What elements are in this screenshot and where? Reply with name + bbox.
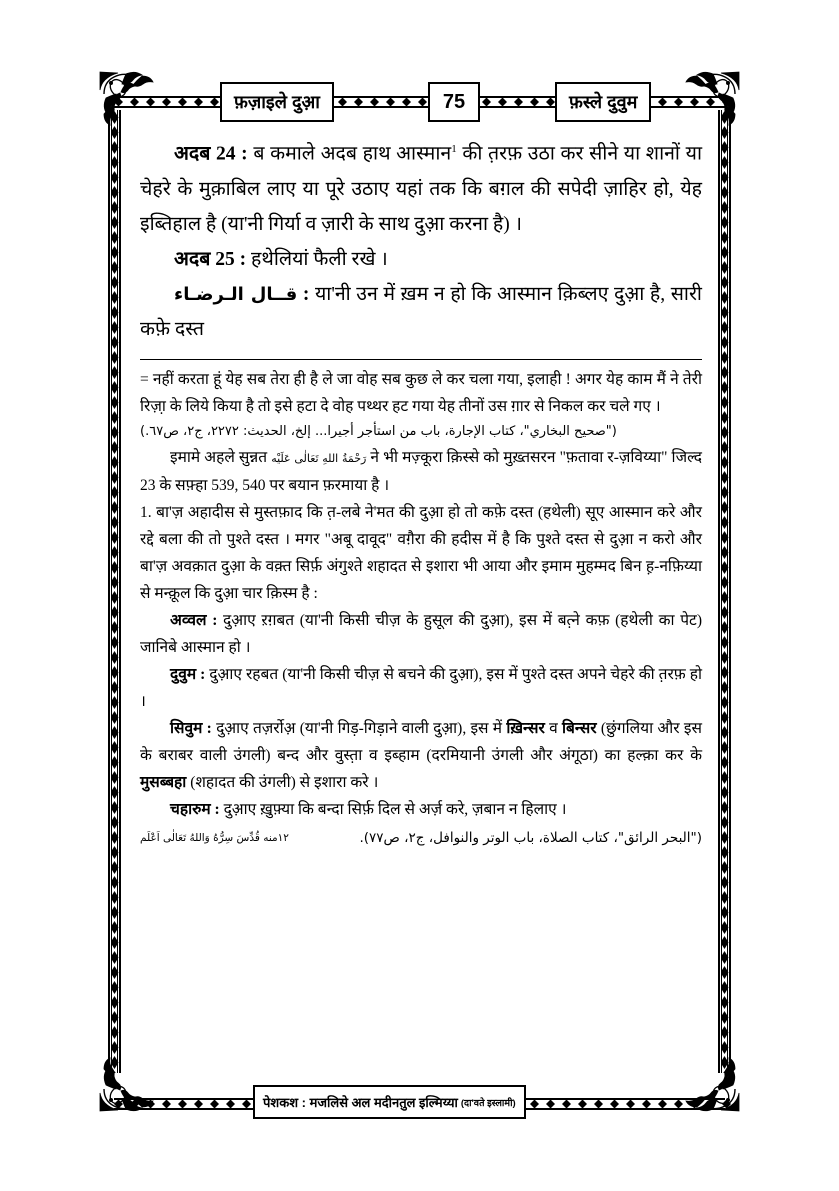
border-bead	[111, 951, 119, 964]
rule-dot	[498, 98, 507, 107]
border-bead	[111, 471, 119, 484]
rule-dot	[658, 98, 667, 107]
border-bead	[721, 651, 729, 664]
side-note-arabic: ١٢منه قُدِّسَ سِرُّهُ وَاللهُ تَعَالٰى اَعْلَم	[140, 831, 289, 844]
rule-dot	[194, 1100, 203, 1109]
border-bead	[111, 771, 119, 784]
border-bead	[721, 996, 729, 1009]
rule-dot	[178, 1100, 187, 1109]
kind-siwum-bold-binsar: बिन्सर	[561, 719, 597, 737]
rule-dot	[194, 98, 203, 107]
kind-siwum-bold-musabbiha: मुसब्बहा	[140, 773, 187, 791]
border-bead	[721, 576, 729, 589]
rule-dot	[210, 1100, 219, 1109]
border-bead	[111, 246, 119, 259]
rule-dot	[178, 98, 187, 107]
final-citation-row	[140, 825, 702, 852]
border-bead	[721, 966, 729, 979]
border-bead	[721, 156, 729, 169]
border-bead	[111, 306, 119, 319]
footnote-note-1: 1. बा'ज़ अहादीस से मुस्तफ़ाद कि त़-लबे ने'मत की दुआ़ हो तो कफ़े दस्त (हथेली) सूए आस्मान करे और रद्दे बला की तो पुश्ते दस्त । मगर "अबू दावूद" वग़ैरा की हदीस में है कि पुश्ते दस्त से दुआ़ न करो और बा'ज़ अवक़ात दुआ़ के वक़्त सिर्फ़ अंगुश्ते शहादत से इशारा भी आया और इमाम मुहम्मद बिन ह़-नफ़िय्या से मन्क़ूल कि दुआ़ चार क़िस्म है :	[140, 503, 702, 602]
border-bead	[111, 861, 119, 874]
kind-siwum-text-d: (शहादत की उंगली) से इशारा करे ।	[186, 773, 379, 791]
border-bead	[721, 786, 729, 799]
border-bead	[111, 321, 119, 334]
border-bead	[721, 231, 729, 244]
kind-siwum-name: सिवुम	[170, 719, 203, 737]
left-border-rail	[108, 110, 121, 1073]
rule-dot	[114, 1100, 123, 1109]
border-bead	[721, 1011, 729, 1024]
rule-dot	[722, 98, 731, 107]
border-bead	[111, 831, 119, 844]
border-bead	[111, 336, 119, 349]
left-bead-chain	[110, 110, 120, 1073]
adab-24-colon: :	[235, 143, 254, 165]
border-bead	[721, 981, 729, 994]
border-bead	[111, 726, 119, 739]
rule-dot	[706, 98, 715, 107]
qaal-colon: :	[297, 283, 315, 305]
rule-dot	[642, 1100, 651, 1109]
rule-dot	[674, 1100, 683, 1109]
border-bead	[111, 921, 119, 934]
border-bead	[111, 366, 119, 379]
border-bead	[111, 561, 119, 574]
qaal-arabic-phrase: قــال الـرضـاء	[174, 283, 298, 305]
rule-dot	[530, 98, 539, 107]
border-bead	[721, 501, 729, 514]
adab-24-text-a: ब कमाले अदब हाथ आस्मान	[253, 143, 452, 165]
border-bead	[721, 321, 729, 334]
kind-duwum-text: दुआ़ए रहबत (या'नी किसी चीज़ से बचने की दुआ़), इस में पुश्ते दस्त अपने चेहरे की त़रफ़ हो ।	[140, 665, 702, 710]
border-bead	[721, 456, 729, 469]
border-bead	[111, 486, 119, 499]
rule-dot	[546, 98, 555, 107]
rule-dot	[162, 1100, 171, 1109]
border-bead	[721, 426, 729, 439]
border-bead	[721, 486, 729, 499]
border-bead	[721, 396, 729, 409]
border-bead	[111, 981, 119, 994]
border-bead	[721, 186, 729, 199]
border-bead	[721, 801, 729, 814]
kind-duwum-colon: :	[196, 665, 210, 683]
border-bead	[111, 1026, 119, 1039]
border-bead	[721, 591, 729, 604]
border-bead	[721, 561, 729, 574]
footer-publisher-box	[253, 1085, 526, 1119]
rule-dot	[626, 1100, 635, 1109]
rule-dot	[546, 1100, 555, 1109]
footer-publisher-text: पेशकश : मजलिसे अल मदीनतुल इल्मिय्या	[263, 1095, 458, 1110]
kind-duwum-name: दुवुम	[170, 665, 197, 683]
kind-chaharum-text: दुआ़ए ख़ुफ़्या कि बन्दा सिर्फ़ दिल से अर्ज़ करे, ज़बान न हिलाए ।	[223, 800, 567, 818]
rule-dot	[514, 98, 523, 107]
border-bead	[721, 816, 729, 829]
footnote-imam-paragraph	[140, 444, 702, 499]
border-bead	[111, 276, 119, 289]
border-bead	[111, 966, 119, 979]
qaal-text: या'नी उन में ख़म न हो कि आस्मान क़िब्लए दुआ़ है, सारी कफ़े दस्त	[140, 283, 702, 340]
border-bead	[721, 306, 729, 319]
rule-dot	[354, 98, 363, 107]
border-bead	[111, 186, 119, 199]
adab-24-footnote-marker: 1	[451, 143, 457, 155]
footnote-kind-duwum	[140, 661, 702, 715]
kind-awwal-name: अव्वल	[170, 611, 207, 629]
border-bead	[721, 201, 729, 214]
border-bead	[111, 756, 119, 769]
rule-dot	[658, 1100, 667, 1109]
border-bead	[721, 756, 729, 769]
border-bead	[111, 156, 119, 169]
page-footer-bar	[108, 1083, 731, 1127]
rule-dot	[210, 98, 219, 107]
footnote-kind-chaharum	[140, 796, 702, 823]
border-bead	[111, 411, 119, 424]
border-bead	[111, 426, 119, 439]
border-bead	[111, 546, 119, 559]
kind-chaharum-colon: :	[210, 800, 224, 818]
border-bead	[111, 786, 119, 799]
border-bead	[721, 546, 729, 559]
border-bead	[721, 1026, 729, 1039]
rule-dot	[386, 98, 395, 107]
border-bead	[721, 141, 729, 154]
border-bead	[721, 846, 729, 859]
border-bead	[111, 201, 119, 214]
border-bead	[111, 876, 119, 889]
border-bead	[111, 816, 119, 829]
border-bead	[111, 381, 119, 394]
kind-siwum-text-b: व	[544, 719, 562, 737]
paragraph-adab-24	[140, 132, 702, 242]
rule-dot	[674, 98, 683, 107]
imam-text-b: ने भी मज़्कूरा क़िस्से को मुख़्तसरन "फ़तावा र-ज़विय्या" जिल्द 23 के सफ़्हा 539, 540 पर बयान फ़रमाया है ।	[140, 448, 702, 494]
border-bead	[721, 696, 729, 709]
rule-dot	[578, 1100, 587, 1109]
rule-dot	[242, 1100, 251, 1109]
border-bead	[721, 831, 729, 844]
rule-dot	[338, 98, 347, 107]
border-bead	[721, 606, 729, 619]
rule-dot	[594, 1100, 603, 1109]
rule-dot	[146, 1100, 155, 1109]
rule-dot	[706, 1100, 715, 1109]
border-bead	[111, 456, 119, 469]
border-bead	[721, 291, 729, 304]
rule-dot	[114, 98, 123, 107]
border-bead	[111, 1011, 119, 1024]
right-border-rail	[718, 110, 731, 1073]
header-section-title: फ़स्ले दुवुम	[555, 82, 651, 122]
border-bead	[721, 906, 729, 919]
border-bead	[111, 171, 119, 184]
imam-honorific-arabic: رَحْمَةُ اللهِ تَعَالٰى عَلَيْه	[271, 451, 367, 465]
kind-siwum-text-a: दुआ़ए तज़र्रोअ़ (या'नी गिड़-गिड़ाने वाली दुआ़), इस में	[216, 719, 507, 737]
citation-al-bahr-ar-raiq: ("البحر الرائق"، كتاب الصلاة، باب الوتر والنوافل، ج٢، ص٧٧).	[359, 829, 702, 846]
border-bead	[111, 636, 119, 649]
border-bead	[721, 531, 729, 544]
border-bead	[111, 891, 119, 904]
border-bead	[721, 276, 729, 289]
border-bead	[111, 261, 119, 274]
adab-25-text: हथेलियां फैली रखे ।	[251, 248, 388, 270]
footnote-block	[140, 366, 702, 852]
kind-chaharum-name: चहारुम	[170, 800, 211, 818]
adab-25-colon: :	[234, 248, 252, 270]
border-bead	[721, 936, 729, 949]
border-bead	[111, 996, 119, 1009]
border-bead	[721, 891, 729, 904]
citation-sahih-bukhari: ("صحيح البخاري"، كتاب الإجارة، باب من استأجر أجيرا... إلخ، الحديث: ٢٢٧٢، ج٢، ص٦٧.)	[140, 423, 617, 439]
border-bead	[721, 861, 729, 874]
adab-24-label: अदब 24	[174, 143, 236, 165]
rule-dot	[130, 98, 139, 107]
border-bead	[111, 846, 119, 859]
border-bead	[721, 381, 729, 394]
kind-siwum-text-c: (छुंगलिया और इस के बराबर वाली उंगली) बन्द और वुस्त़ा व इब्हाम (दरमियानी उंगली और अंगूठा) का हल्क़ा कर के	[140, 719, 702, 764]
rule-dot	[690, 1100, 699, 1109]
border-bead	[721, 876, 729, 889]
kind-awwal-text: दुआ़ए ऱग़बत (या'नी किसी चीज़ के हुसूल की दुआ़), इस में बत़्ने कफ़ (हथेली का पेट) जानिबे आस्मान हो ।	[140, 611, 702, 656]
adab-25-label: अदब 25	[174, 248, 235, 270]
border-bead	[721, 261, 729, 274]
border-bead	[721, 171, 729, 184]
border-bead	[111, 681, 119, 694]
paragraph-adab-25	[140, 242, 702, 277]
rule-dot	[610, 1100, 619, 1109]
border-bead	[111, 711, 119, 724]
border-bead	[721, 621, 729, 634]
paragraph-qaal-ar-rizaa	[140, 277, 702, 347]
footnote-kind-siwum	[140, 715, 702, 796]
kind-siwum-colon: :	[202, 719, 217, 737]
rule-dot	[146, 98, 155, 107]
border-bead	[721, 411, 729, 424]
rule-dot	[226, 1100, 235, 1109]
footnote-divider	[140, 359, 702, 360]
border-bead	[721, 741, 729, 754]
border-bead	[111, 801, 119, 814]
rule-dot	[402, 98, 411, 107]
border-bead	[111, 351, 119, 364]
border-bead	[721, 246, 729, 259]
border-bead	[721, 636, 729, 649]
page-number: 75	[428, 82, 480, 122]
border-bead	[111, 651, 119, 664]
rule-dot	[482, 98, 491, 107]
border-bead	[721, 951, 729, 964]
border-bead	[111, 591, 119, 604]
rule-dot	[530, 1100, 539, 1109]
border-bead	[111, 216, 119, 229]
border-bead	[111, 531, 119, 544]
border-bead	[111, 666, 119, 679]
footnote-continuation: = नहीं करता हूं येह सब तेरा ही है ले जा वोह सब कुछ ले कर चला गया, इलाही ! अगर येह काम मैं ने तेरी रिज़ा़ के लिये किया है तो इसे हटा दे वोह पथ्थर हट गया येह तीनों उस ग़ार से निकल कर चले गए ।	[140, 370, 702, 415]
kind-awwal-colon: :	[206, 611, 224, 629]
border-bead	[721, 681, 729, 694]
border-bead	[111, 576, 119, 589]
border-bead	[721, 771, 729, 784]
right-bead-chain	[720, 110, 730, 1073]
border-bead	[721, 711, 729, 724]
border-bead	[111, 741, 119, 754]
rule-dot	[162, 98, 171, 107]
footnote-kind-awwal	[140, 607, 702, 661]
rule-dot	[130, 1100, 139, 1109]
border-bead	[111, 936, 119, 949]
border-bead	[111, 396, 119, 409]
border-bead	[111, 606, 119, 619]
border-bead	[721, 516, 729, 529]
imam-text-a: इमामे अहले सुन्नत	[170, 448, 272, 466]
border-bead	[721, 351, 729, 364]
border-bead	[111, 516, 119, 529]
kind-siwum-bold-khinsar: ख़िन्सर	[506, 719, 545, 737]
border-bead	[111, 621, 119, 634]
border-bead	[111, 441, 119, 454]
page-header-bar	[108, 78, 731, 126]
rule-dot	[562, 1100, 571, 1109]
border-bead	[111, 696, 119, 709]
adab-24-text-b: की त़रफ़ उठा कर सीने या शानों या चेहरे के मुक़ाबिल लाए या पूरे उठाए यहां तक कि बग़ल की सपेदी ज़ाहिर हो, येह इब्तिहाल है (या'नी गिर्या व ज़ारी के साथ दुआ़ करना है) ।	[140, 143, 702, 235]
rule-dot	[418, 98, 427, 107]
border-bead	[111, 231, 119, 244]
border-bead	[721, 666, 729, 679]
border-bead	[721, 441, 729, 454]
border-bead	[721, 921, 729, 934]
border-bead	[111, 141, 119, 154]
header-book-title: फ़ज़ाइले दुआ़	[220, 82, 334, 122]
page-content	[140, 132, 702, 852]
border-bead	[721, 366, 729, 379]
footer-publisher-suffix: (दा'वते इस्लामी)	[460, 1097, 516, 1109]
border-bead	[721, 726, 729, 739]
rule-dot	[722, 1100, 731, 1109]
border-bead	[721, 336, 729, 349]
rule-dot	[690, 98, 699, 107]
border-bead	[111, 906, 119, 919]
border-bead	[721, 216, 729, 229]
border-bead	[111, 501, 119, 514]
border-bead	[111, 291, 119, 304]
border-bead	[721, 471, 729, 484]
rule-dot	[370, 98, 379, 107]
